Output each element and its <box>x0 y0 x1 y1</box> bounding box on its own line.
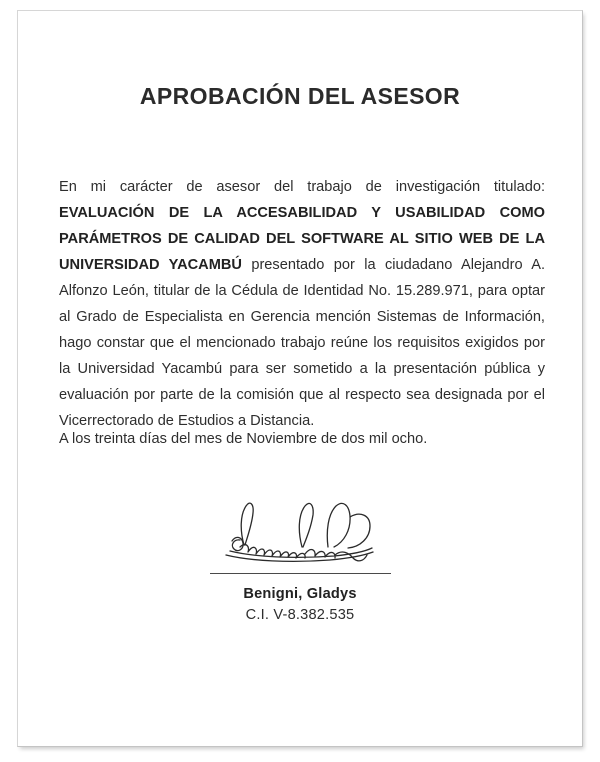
signer-name: Benigni, Gladys <box>243 586 357 602</box>
signer-id-number: C.I. V-8.382.535 <box>245 607 355 623</box>
thesis-title-text: EVALUACIÓN DE LA ACCESABILIDAD Y USABILIDAD COMO PARÁMETROS DE CALIDAD DEL SOFTWARE AL SITIO WEB DE LA UNIVERSIDAD YACAMBÚ <box>59 205 545 273</box>
page-title: APROBACIÓN DEL ASESOR <box>139 83 461 109</box>
approval-continuation-text: presentado por la ciudadano Alejandro A. Alfonzo León, titular de la Cédula de Identidad No. 15.289.971, para optar al Grado de Especialista en Gerencia mención Sistemas de Información, hago constar que el mencionado trabajo reúne los requisitos exigidos por la Universidad Yacambú para ser sometido a la presentación pública y evaluación por parte de la comisión que al respecto sea designada por el Vicerrectorado de Estudios a Distancia. <box>59 257 545 429</box>
approval-intro-text: En mi carácter de asesor del trabajo de investigación titulado: <box>59 179 545 195</box>
signature-block <box>18 497 582 623</box>
document-body <box>59 174 545 434</box>
approval-paragraph <box>59 174 545 434</box>
date-line: A los treinta días del mes de Noviembre de dos mil ocho. <box>59 431 428 447</box>
handwritten-signature-icon <box>210 497 390 569</box>
signature-line <box>210 573 391 574</box>
document-sheet <box>17 10 583 747</box>
